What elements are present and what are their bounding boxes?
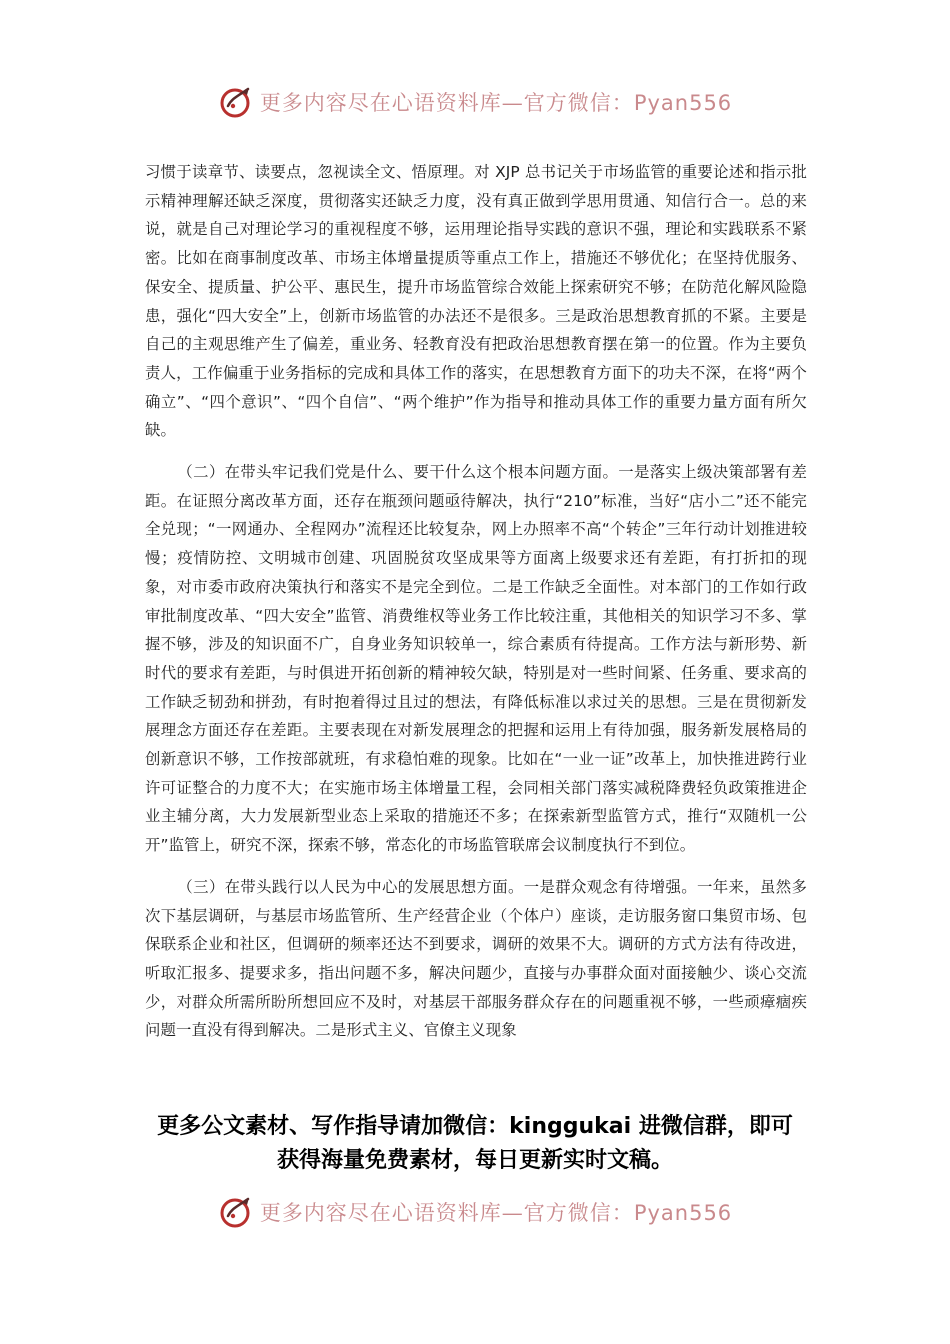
header-banner-label: 更多内容尽在心语资料库—官方微信： xyxy=(259,91,634,115)
footer-banner-label: 更多内容尽在心语资料库—官方微信： xyxy=(259,1201,634,1225)
header-wechat-id: Pyan556 xyxy=(633,91,733,115)
header-banner xyxy=(0,82,950,122)
header-banner-text xyxy=(260,87,732,117)
paragraph-1: 习惯于读章节、读要点，忽视读全文、悟原理。对 XJP 总书记关于市场监管的重要论述和指示批示精神理解还缺乏深度，贯彻落实还缺乏力度，没有真正做到学思用贯通、知信行合一。总的来说，就是自己对理论学习的重视程度不够，运用理论指导实践的意识不强，理论和实践联系不紧密。比如在商事制度改革、市场主体增量提质等重点工作上，措施还不够优化；在坚持优服务、保安全、提质量、护公平、惠民生，提升市场监管综合效能上探索研究不够；在防范化解风险隐患，强化“四大安全”上，创新市场监管的办法还不是很多。三是政治思想教育抓的不紧。主要是自己的主观思维产生了偏差，重业务、轻教育没有把政治思想教育摆在第一的位置。作为主要负责人，工作偏重于业务指标的完成和具体工作的落实，在思想教育方面下的功夫不深，在将“两个确立”、“四个意识”、“四个自信”、“两个维护”作为指导和推动具体工作的重要力量方面有所欠缺。 xyxy=(145,163,807,440)
paragraph-3: （三）在带头践行以人民为中心的发展思想方面。一是群众观念有待增强。一年来，虽然多次下基层调研，与基层市场监管所、生产经营企业（个体户）座谈，走访服务窗口集贸市场、包保联系企业和社区，但调研的频率还达不到要求，调研的效果不大。调研的方式方法有待改进，听取汇报多、提要求多，指出问题不多，解决问题少，直接与办事群众面对面接触少、谈心交流少，对群众所需所盼所想回应不及时，对基层干部服务群众存在的问题重视不够，一些顽瘴痼疾问题一直没有得到解决。二是形式主义、官僚主义现象 xyxy=(145,877,807,1040)
footer-banner xyxy=(0,1192,950,1232)
promo-notice xyxy=(100,1110,850,1178)
brand-logo-icon xyxy=(218,84,254,120)
promo-line-1: 更多公文素材、写作指导请加微信：kinggukai 进微信群，即可 xyxy=(157,1114,793,1139)
promo-line-2: 获得海量免费素材，每日更新实时文稿。 xyxy=(276,1148,673,1173)
footer-wechat-id: Pyan556 xyxy=(633,1201,733,1225)
document-body xyxy=(145,158,807,1045)
paragraph-2: （二）在带头牢记我们党是什么、要干什么这个根本问题方面。一是落实上级决策部署有差距。在证照分离改革方面，还存在瓶颈问题亟待解决，执行“210”标准，当好“店小二”还不能完全兑现；“一网通办、全程网办”流程还比较复杂，网上办照率不高“个转企”三年行动计划推进较慢；疫情防控、文明城市创建、巩固脱贫攻坚成果等方面离上级要求还有差距，有打折扣的现象，对市委市政府决策执行和落实不是完全到位。二是工作缺乏全面性。对本部门的工作如行政审批制度改革、“四大安全”监管、消费维权等业务工作比较注重，其他相关的知识学习不多、掌握不够，涉及的知识面不广，自身业务知识较单一，综合素质有待提高。工作方法与新形势、新时代的要求有差距，与时俱进开拓创新的精神较欠缺，特别是对一些时间紧、任务重、要求高的工作缺乏韧劲和拼劲，有时抱着得过且过的想法，有降低标准以求过关的思想。三是在贯彻新发展理念方面还存在差距。主要表现在对新发展理念的把握和运用上有待加强，服务新发展格局的创新意识不够，工作按部就班，有求稳怕难的现象。比如在“一业一证”改革上，加快推进跨行业许可证整合的力度不大；在实施市场主体增量工程，会同相关部门落实减税降费轻负政策推进企业主辅分离，大力发展新型业态上采取的措施还不多；在探索新型监管方式，推行“双随机一公开”监管上，研究不深，探索不够，常态化的市场监管联席会议制度执行不到位。 xyxy=(145,463,807,855)
brand-logo-icon xyxy=(218,1194,254,1230)
footer-banner-text xyxy=(260,1197,732,1227)
